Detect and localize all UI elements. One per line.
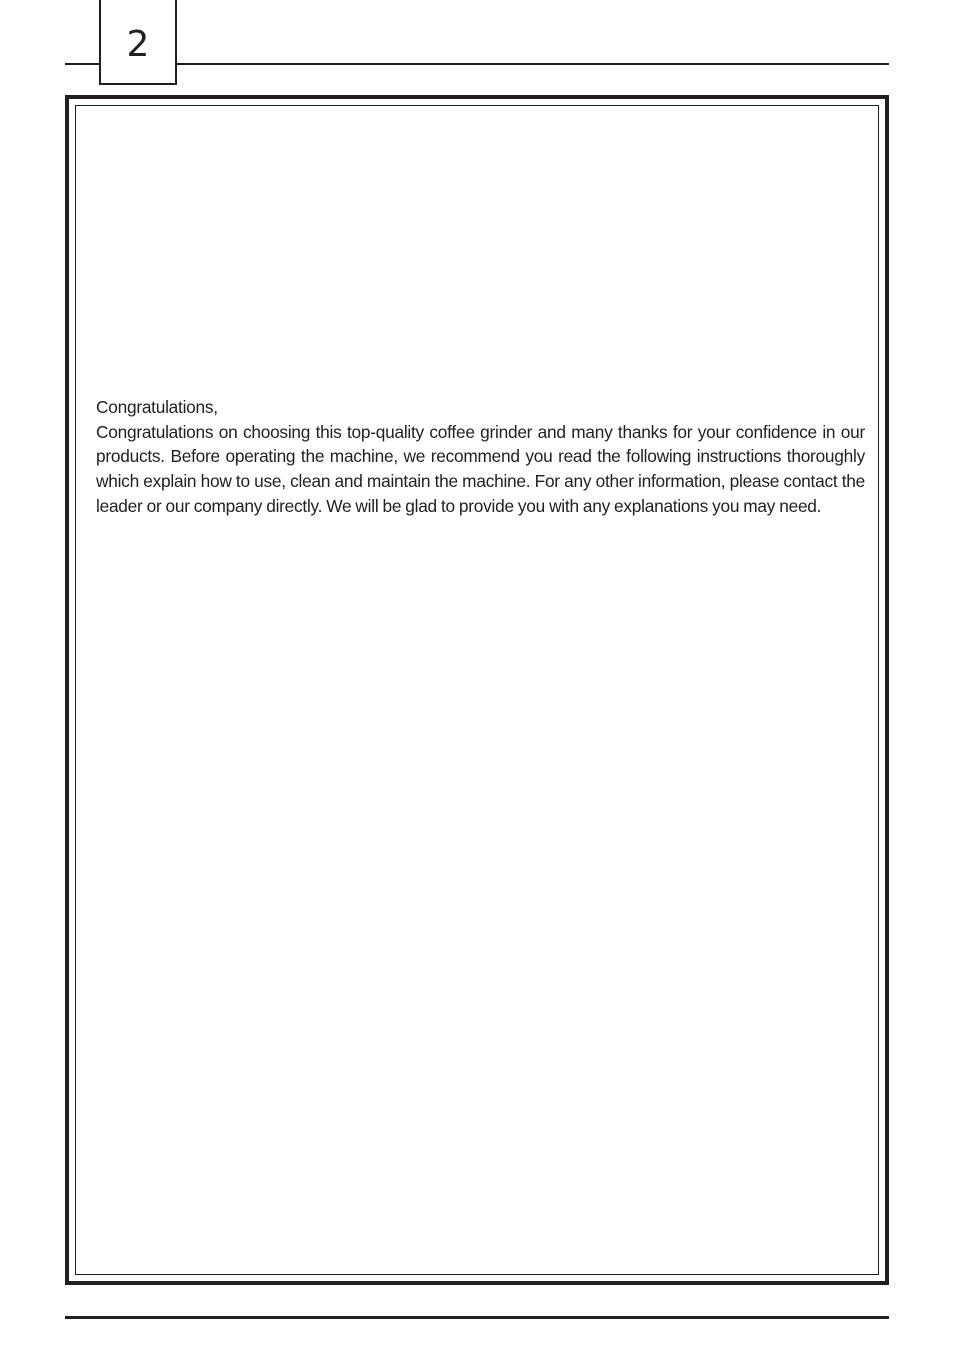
intro-paragraph: Congratulations on choosing this top-quality coffee grinder and many thanks for your confidence in our products. Before operating the machine, we recommend you read the following instructions thoroughly which explain how to use, clean and maintain the machine. For any other information, please contact the leader or our company directly. We will be glad to provide you with any explanations you may need. <box>96 421 865 516</box>
intro-text-block <box>96 395 865 519</box>
content-frame-inner <box>75 105 879 1275</box>
footer-rule <box>65 1316 889 1319</box>
greeting-line: Congratulations, <box>96 397 218 417</box>
page-number-tab <box>99 0 177 85</box>
page-number: 2 <box>126 23 150 65</box>
content-frame-outer <box>65 95 889 1285</box>
header-rule <box>65 63 889 65</box>
